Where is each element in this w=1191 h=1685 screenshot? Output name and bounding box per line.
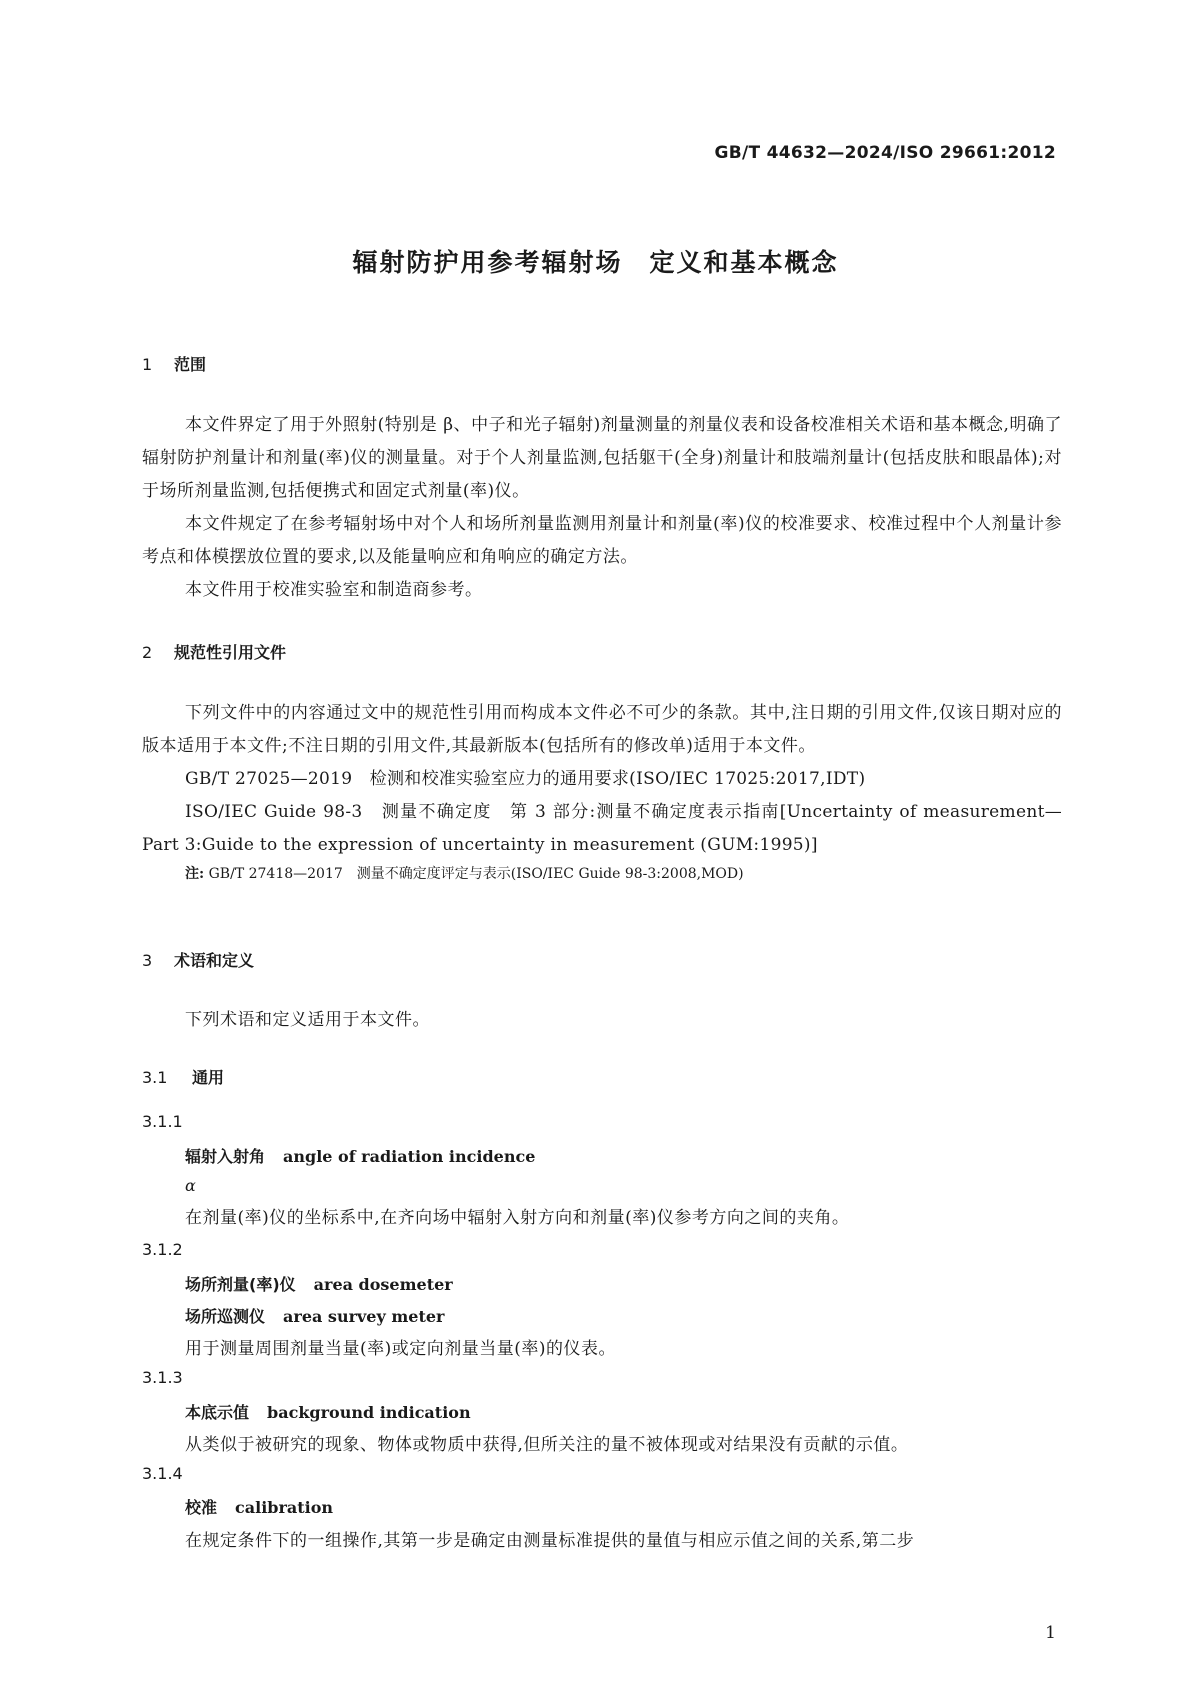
term-number: 3.1.2	[142, 1240, 183, 1259]
term-en-alt: area survey meter	[283, 1307, 445, 1326]
paragraph: 本文件用于校准实验室和制造商参考。	[185, 580, 483, 600]
section-2-body	[142, 697, 1062, 886]
section-number: 3	[142, 951, 153, 970]
paragraph: 下列文件中的内容通过文中的规范性引用而构成本文件必不可少的条款。其中,注日期的引用文件,仅该日期对应的版本适用于本文件;不注日期的引用文件,其最新版本(包括所有的修改单)适用于本文件。	[142, 703, 1062, 756]
paragraph: 本文件规定了在参考辐射场中对个人和场所剂量监测用剂量计和剂量(率)仪的校准要求、校准过程中个人剂量计参考点和体模摆放位置的要求,以及能量响应和角响应的确定方法。	[142, 514, 1062, 567]
section-2-heading	[142, 640, 1062, 663]
term-entry	[142, 1495, 1105, 1518]
normative-reference: ISO/IEC Guide 98-3 测量不确定度 第 3 部分:测量不确定度表示指南[Uncertainty of measurement—Part 3:Guide to the expression of uncertainty in measurement (GUM:1995)]	[142, 802, 1062, 855]
term-en: calibration	[235, 1498, 334, 1517]
section-number: 2	[142, 643, 153, 662]
term-symbol: α	[185, 1176, 196, 1195]
reference-note	[142, 862, 1062, 886]
subsection-3-1-heading	[142, 1065, 1062, 1088]
subsection-number: 3.1	[142, 1068, 168, 1087]
paragraph: 下列术语和定义适用于本文件。	[185, 1010, 430, 1030]
term-definition: 在规定条件下的一组操作,其第一步是确定由测量标准提供的量值与相应示值之间的关系,第二步	[185, 1531, 915, 1551]
paragraph: 本文件界定了用于外照射(特别是 β、中子和光子辐射)剂量测量的剂量仪表和设备校准相关术语和基本概念,明确了辐射防护剂量计和剂量(率)仪的测量量。对于个人剂量监测,包括躯干(全身)剂量计和肢端剂量计(包括皮肤和眼晶体);对于场所剂量监测,包括便携式和固定式剂量(率)仪。	[142, 415, 1062, 501]
section-number: 1	[142, 355, 153, 374]
document-title: 辐射防护用参考辐射场 定义和基本概念	[352, 248, 839, 277]
term-definition: 从类似于被研究的现象、物体或物质中获得,但所关注的量不被体现或对结果没有贡献的示值。	[185, 1435, 909, 1455]
note-label: 注:	[185, 866, 205, 882]
term-zh: 辐射入射角	[185, 1147, 266, 1166]
term-zh-alt: 场所巡测仪	[185, 1307, 266, 1326]
normative-reference: GB/T 27025—2019 检测和校准实验室应力的通用要求(ISO/IEC 17025:2017,IDT)	[185, 769, 866, 789]
section-title: 范围	[174, 355, 207, 374]
term-entry-alt	[142, 1304, 1105, 1327]
term-definition: 在剂量(率)仪的坐标系中,在齐向场中辐射入射方向和剂量(率)仪参考方向之间的夹角。	[185, 1208, 850, 1228]
term-entry	[142, 1144, 1105, 1167]
page-number: 1	[1045, 1623, 1056, 1643]
term-en: background indication	[267, 1403, 471, 1422]
section-title: 术语和定义	[174, 951, 255, 970]
section-3-heading	[142, 948, 1062, 971]
note-text: GB/T 27418—2017 测量不确定度评定与表示(ISO/IEC Guide 98-3:2008,MOD)	[208, 866, 744, 882]
term-entry	[142, 1272, 1105, 1295]
term-en: angle of radiation incidence	[283, 1147, 536, 1166]
term-definition: 用于测量周围剂量当量(率)或定向剂量当量(率)的仪表。	[185, 1339, 617, 1359]
term-en: area dosemeter	[313, 1275, 453, 1294]
section-1-heading	[142, 352, 1062, 375]
subsection-title: 通用	[192, 1068, 225, 1087]
term-number: 3.1.4	[142, 1464, 183, 1483]
term-zh: 场所剂量(率)仪	[185, 1275, 296, 1294]
term-zh: 本底示值	[185, 1403, 250, 1422]
section-3-intro	[142, 1004, 1062, 1037]
term-number: 3.1.1	[142, 1112, 183, 1131]
term-zh: 校准	[185, 1498, 218, 1517]
term-entry	[142, 1400, 1105, 1423]
standard-code: GB/T 44632—2024/ISO 29661:2012	[714, 143, 1056, 163]
term-number: 3.1.3	[142, 1368, 183, 1387]
section-title: 规范性引用文件	[174, 643, 287, 662]
section-1-body	[142, 409, 1062, 607]
